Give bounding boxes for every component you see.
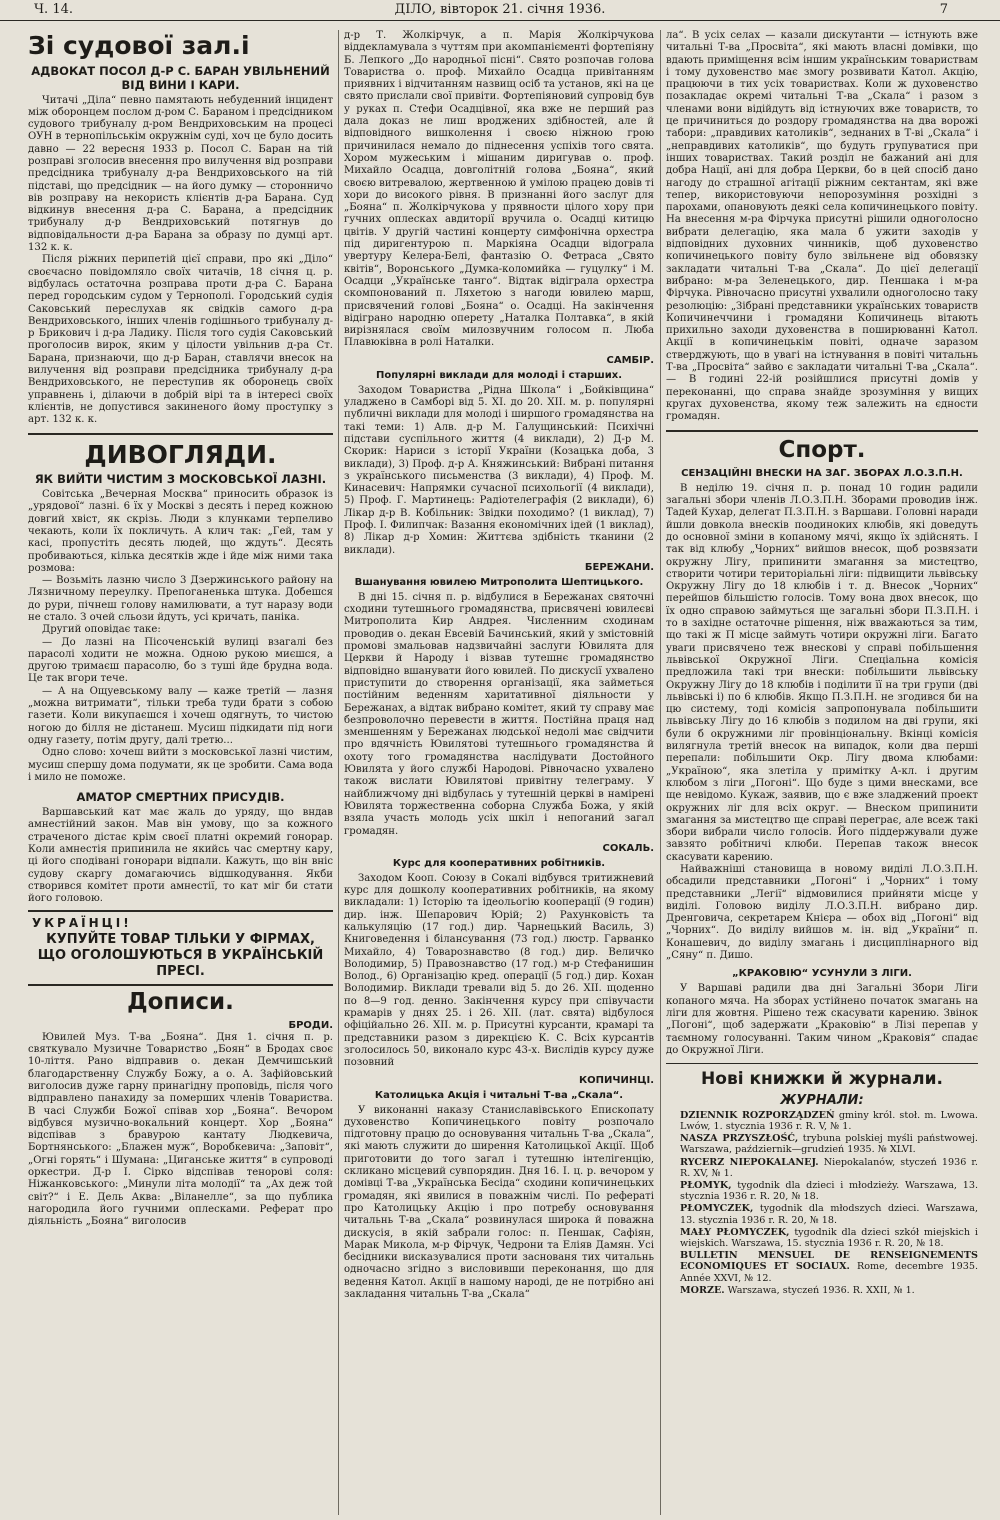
column-divider [660,30,661,1515]
report-place: БЕРЕЖАНИ. [584,561,654,573]
court-paragraph: Читачі „Діла“ певно памятають небуденний інцидент між оборонцем послом д-ром С. Бараном і предсідником судового трибуналу д-ром Вендриховським на процесі ОУН в тернопільськім окружнім суді, хоч це було досить давно — 22 вересня 1933 р. Посол С. Баран на тій розправі зголосив внесення про вилучення від розправи предсідника трибуналу д-ра Вендриховського на тій підставі, що предсідник — на його думку — сторонничо вів розправу на некористь клієнтів д-ра Барана. Суд відкинув внесення д-ра С. Барана, а предсідник трибуналу д-р Вендриховський потягнув до відповідальности д-ра Барана за образу по думці арт. 132 к. к. [28,94,333,254]
report-paragraph: ла“. В усіх селах — казали дискутанти — істнують вже читальні Т-ва „Просвіта“, які мають власні домівки, що вдають приміщення всім іншим українським товариствам і тому духовенство має змогу розвивати Катол. Акцію, працюючи в тих усіх товариствах. Коли ж духовенство позакладає окремі читальні Т-ва „Скала“ і разом з членами вони відійдуть від істнуючих вже товариств, то це причиниться до роздору громадянства на два ворожі табори: „правдивих католиків“, зеднаних в Т-ві „Скала“ і „неправдивих католиків“, що будуть групуватися при інших товариствах. Такий розділ не бажаний ані для добра Нації, ані для добра Церкви, бо в цей спосіб дано нагоду до страшної агітації ріжним сектантам, які вже тепер, використовуючи непорозуміння розхідні з парохами, опановують деякі села копичинецького повіту. На внесення м-ра Фірчука присутні рішили одноголосно вибрати делегацію, яка мала б ужити заходів у відповідних духовних чинників, щоб духовенство копичинецького повіту було звільнене від обовязку закладати читальні Т-ва „Скала“. До цієї делегації вибрано: м-ра Зеленецького, дир. Пеншака і м-ра Фірчука. Рівночасно присутні ухвалили одноголосно таку резолюцію: „Зібрані представники українських товариств Копичинеччини і громадяни Копичинець вітають прихильно заходи духовенства в поширюванні Катол. Акції в копичинецькім повіті, одначе заразом стверджують, що в увагі на істнування в повіті читальнь Т-ва „Просвіта“ зайво є закладати читальні Т-ва „Скала“. — В годині 22-ій розійшлися присутні домів у переконанні, що справа знайде зрозуміння у вищих кругах духовенства, якому теж залежить на єдности громадян. [666,30,978,423]
section-books-title: Нові книжки й журнали. [701,1069,943,1090]
journal-details: Rome, decembre 1935. Année XXVI, № 12. [680,1261,978,1284]
divider [666,430,978,432]
journal-entry [666,1285,978,1296]
oddities-paragraph: Варшавський кат має жаль до уряду, що вндав амнестійний закон. Мав він умову, що за кожного страченого дістає крім своєї платні окремий гонорар. Коли амнестія припинила не якийсь час смертну кару, ці його сподівані гонорари відпали. Кажуть, що він вніс судову скаргу домагаючись відшкодування. Якби створився комітет проти амнестії, то кат міг би стати його головою. [28,807,333,905]
journal-entry [666,1110,978,1132]
oddities-paragraph: — А на Ощуевському валу — каже третій — лазня „можна витримати“, тільки треба туди брати з собою газети. Коли викупаєшся і хочеш одягнуть, то чистою ногою до білля не дістанеш. Мусиш підкидати під ноги одну газету, потім другу, далі третю... [28,685,333,746]
sport-paragraph: В неділю 19. січня п. р. понад 10 годин радили загальні збори членів Л.О.З.П.Н. Зборами проводив інж. Тадей Кухар, делегат П.З.П.Н. з Варшави. Головні наради йшли довкола внесків поодиноких клюбів, які доведуть до основної зміни в копаному мячі, якщо їх здійснять. І так від клюбу „Чорних“ вийшов внесок, щоб розвязати окружну Лігу, припинити змагання за мистецтво, створити чотири територіальні ліги: підвищити львівську Окружну Лігу до 18 клюбів і т. д. Внесок „Чорних“ перейшов більшістю голосів. Тому вона двох внесок, що їх одно справою займуться ще загальні збори П.З.П.Н. і то в західне остаточне рішення, ніж вважаються за тим, що такі ж П місце займуть чотири окружні ліги. Багато уваги присвячено теж внескові у справі побільшення львівської Окружної Ліги. Спеціальна комісія предложила такі три внески: побільшити львівську Окружну Лігу до 18 клюбів і поділити її на три групи (дві львівські і) по 6 клюбів. Якщо П.З.П.Н. не згодився би на цю систему, тоді комісія запропонувала побільшити львівську Лігу до 16 клюбів з подилом на дві групи, які були б окружними ліг провінціональну. Вкінці комісія вилягнула третій внесок на випадок, коли два перші перепали: побільшити Окр. Лігу двома клюбами: „Україною“, яка злетіла у примітку А-кл. і другим клюбом з ліги „Погоні“. Що буде з цими внесками, все ще невідомо. Кукаж, заявив, що є вже зладжений проект окружних ліг для всіх округ. — Внеском припинити змагання за мистецтво ще справі переграє, але всеж такі збори вибрали число голосів. Його піддержували дуже завзято робітничі клюби. Перепав також внесок скасувати карению. [666,482,978,863]
journal-title: NASZA PRZYSZŁOŚĆ, [680,1133,799,1145]
ad-line-1: УКРАЇНЦІ! [32,915,132,930]
journal-title: BULLETIN MENSUEL DE RENSEIGNEMENTS ECONOMIQUES ET SOCIAUX. [680,1250,978,1273]
advertisement-box [28,910,333,986]
report-place: САМБІР. [606,354,654,366]
column-divider [338,30,339,1515]
oddities-paragraph: — Возьміть лазню число 3 Дзержинського району на Лязничному переулку. Препоганенька штука. Добешся до рури, пічнеш голову намилювати, а тут наразу води не стало. З очей сльози йдуть, усі кричать, паніка. [28,575,333,623]
newspaper-title: ДІЛО, вівторок 21. січня 1936. [394,2,606,17]
journal-title: DZIENNIK ROZPORZĄDZEŃ [680,1109,835,1121]
journal-entry [666,1203,978,1225]
journal-title: MAŁY PŁOMYCZEK, [680,1226,790,1238]
sport-paragraph: Найважніші становища в новому виділі Л.О.З.П.Н. обсадили представники „Погоні“ і „Чорних“ і тому представники „Легії“ відмовилися прийняти місце у виділі. Головою виділу Л.О.З.П.Н. вибрано дир. Дренговича, секретарем Кнієра — обох від „Погоні“ від „Чорних“. До виділу вийшов м. ін. від „України“ п. Конашевич, до виділу змагань і дисциплінарного від „Сяну“ п. Дишо. [666,864,978,962]
report-title: Курс для кооперативних робітників. [392,857,606,869]
journal-title: PŁOMYK, [680,1180,732,1192]
court-paragraph: Після ріжних перипетій цієї справи, про які „Діло“ своєчасно повідомляло своїх читачів, 18 січня ц. р. відбулась остаточна розправа проти д-ра С. Барана перед городським судом у Тернополі. Городський судія Саковський переслухав як свідків самого д-ра Вендриховського, інших членів годішнього трибуналу д-р Брикович і д-ра Ладику. Після того судія Саковський проголосив вирок, яким у цілости увільнив д-ра Ст. Барана, признаючи, що д-р Баран, ставлячи внесок на вилучення від розправи предсідника трибуналу д-ра Вендриховського, не переступив як оборонець своїх управнень і, ділаючи в добрій вірі та в інтересі своїх клієнтів, не допустився закиненого йому проступку з арт. 132 к. к. [28,254,333,426]
section-reports-title: Дописи. [127,988,234,1015]
report-paragraph: У виконанні наказу Станиславівського Епископату духовенство Копичинецького повіту розпочало підготовну працю до основування читальнь Т-ва „Скала“, які мають служити до ширення Католицької Акції. Щоб приготовити до того загал і тутешню інтелігенцію, скликано місцевий сувпорядин. Дня 16. І. ц. р. вечором у домівці Т-ва „Українська Бесіда“ сходини копичинецьких громадян, які явилися в поважнім числі. По рефераті про Католицьку Акцію і про потребу основування читальнь Т-ва „Скала“ розвинулася широка й поважна дискусія, в якій забрали голос: п. Пеншак, Сафіян, Марак Микола, м-р Фірчук, Чедрони та Еліяв Дамян. Усі бесідники висказувалися проти заснованя тих читальнь одночасно згідно з висловивши переконання, що для ведення Катол. Акції в нашому народі, де не потрібно ані закладання читальнь Т-ва „Скала“ [344,1104,654,1301]
court-headline: АДВОКАТ ПОСОЛ Д-Р С. БАРАН УВІЛЬНЕНИЙ ВІД ВИНИ І КАРИ. [31,63,330,92]
oddities-headline-2: АМАТОР СМЕРТНИХ ПРИСУДІВ. [76,790,285,805]
sport-headline-2: „КРАКОВІЮ“ УСУНУЛИ З ЛІГИ. [732,968,912,980]
report-place: КОПИЧИНЦІ. [578,1074,654,1086]
oddities-paragraph: — До лазні на Пісоченській вулиці взагалі без парасолі ходити не можна. Одною рукою миєшся, а другою тримаєш парасолю, бо з туші йде брудна вода. Це так вгори тече. [28,636,333,685]
section-sport-title: Спорт. [778,436,866,463]
journal-title: PŁOMYCZEK, [680,1203,754,1215]
journal-title: RYCERZ NIEPOKALANEJ. [680,1156,819,1168]
journal-details: tygodnik dla dzieci i młodzieży. Warszawa, 13. stycznia 1936 r. R. 20, № 18. [680,1180,978,1203]
report-place: БРОДИ. [288,1019,333,1031]
report-title: Вшанування ювилею Митрополита Шептицького. [354,576,644,588]
divider [28,433,333,435]
divider [666,1063,978,1064]
books-subheading: ЖУРНАЛИ: [780,1092,864,1108]
journals-list [666,1110,978,1296]
page-number: 7 [939,2,948,17]
report-title: Католицька Акція і читальні Т-ва „Скала“. [374,1089,624,1101]
journal-entry [666,1250,978,1284]
sport-paragraph: У Варшаві радили два дні Загальні Збори Ліги копаного мяча. На зборах устійнено початок змагань на ліги для жовтня. Рішено теж скасувати карению. Звінок „Погоні“, щоб задержати „Краковію“ в Лізі перепав у таємному голосуванні. Таким чином „Краковія“ спадає до Окружної Ліги. [666,983,978,1056]
column-3 [666,30,978,1515]
journal-details: tygodnik dla młodszych dzieci. Warszawa, 13. stycznia 1936 r. R. 20, № 18. [680,1203,978,1226]
journal-details: Warszawa, styczeń 1936. R. XXII, № 1. [727,1284,915,1296]
section-oddities-title: ДИВОГЛЯДИ. [84,439,277,469]
section-court-title: Зі судової зал.і [28,31,250,60]
oddities-paragraph: Другий оповідає таке: [42,624,161,636]
journal-details: trybuna polskiej myśli państwowej. Warszawa, październik—grudzień 1935. № XLVI. [680,1133,978,1156]
journal-details: Niepokalanów, styczeń 1936 r. R. XV, № 1. [680,1156,978,1179]
report-place: СОКАЛЬ. [602,842,654,854]
report-paragraph: Заходом Кооп. Союзу в Сокалі відбувся тритижневий курс для дошколу кооперативних робітників, на якому викладали: 1) Історію та ідеольогію кооперації (9 годин) дир. інж. Шепарович Юрій; 2) Рахунковість та калькуляцію (17 год.) дир. Чарнецький Василь, 3) Книговедення і білансування (73 год.) люстр. Гарванко Михайло, 4) Товарознавство (8 год.) дир. Величко Володимир, 5) Правознавство (17 год.) м-р Стефанишин Волод., 6) Організацію кред. операції (5 год.) дир. Кохан Володимир. Виклади тревали від 5. до 26. XII. щоденно по 8—9 год. денно. Закінчення курсу при співучасти крамарів у днях 25. і 26. XII. (лат. свята) відбулося офіційально 26. XII. м. р. Присутні курсанти, крамарі та представники разом з дирекцією К. С. Всіх курсантів зголосилось 50, виконало курс 43-х. Вислідів курсу дуже позовний [344,872,654,1069]
journal-details: tygodnik dla dzieci szkół miejskich i wiejskich. Warszawa, 15. stycznia 1936 r. R. 20, № 18. [680,1226,978,1250]
journal-entry [666,1180,978,1202]
journal-entry [666,1133,978,1155]
oddities-paragraph: Одно слово: хочеш вийти з московської лазні чистим, мусиш спершу дома подумати, як це зробити. Сама вода і мило не поможе. [28,747,333,783]
journal-title: MORZE. [680,1284,725,1296]
page-ref: Ч. 14. [34,2,73,17]
ad-line-2: КУПУЙТЕ ТОВАР ТІЛЬКИ У ФІРМАХ, ЩО ОГОЛОШУЮТЬСЯ В УКРАЇНСЬКІЙ ПРЕСІ. [37,931,324,979]
report-paragraph: В дні 15. січня п. р. відбулися в Бережанах святочні сходини тутешнього громадянства, присвячені ювилеєві Митрополита Кир Андрея. Численним сходинам проводив о. декан Евсевій Бачинський, який у змістовній промові змальовав надзвичайні заслуги Ювилята для Церкви й Народу і візвав тутешнє громадянство відповідно вшанувати його ювилей. По дискусії ухвалено приступити до створення організації, яка займеться постійним веденням харитативної діяльности у Бережанах, а відтак вибрано комітет, який ту справу має безпроволочно перевести в життя. Постійна праця над зменшенням у Бережанах людської недолі має свідчити про вдячність Ювилятові тутешнього громадянства й охоту того громадянства наслідувати Достойного Ювилята у його службі Народові. Рівночасно ухвалено також вислати Ювилятові привітну телеграму. У найближчому дні відбулась у тутешній церкві в намірені Ювилята торжественна соборна Служба Божа, у якій взяла участь молодь усіх шкіл і непоганий загал громадян. [344,591,654,837]
report-paragraph: Заходом Товариства „Рідна Школа“ і „Бойківщина“ уладжено в Самборі від 5. XI. до 20. XII. м. р. популярні публичні виклади для молоді і ширшого громадянства на такі теми: 1) Алв. д-р М. Галущинський: Психічні підстави суспільного життя (4 виклади), 2) Д-р М. Скорик: Нариси з історії України (Козацька доба, 3 виклади), 3) Проф. д-р А. Княжинський: Вибрані питання з українського письменства (3 виклади), 4) Проф. М. Кинасевич: Напрямки сучасної психольогії (4 виклади), 5) Проф. Г. Мартинець: Радіотелеграфія (2 виклади), 6) Лікар д-р В. Кобільник: Звідки походимо? (1 виклад), 7) Проф. І. Филипчак: Вазання економічних ідей (1 виклад), 8) Лікар д-р Хомин: Життєва здібність тканини (2 виклади). [344,384,654,556]
oddities-headline: ЯК ВИЙТИ ЧИСТИМ З МОСКОВСЬКОЇ ЛАЗНІ. [34,472,327,487]
masthead [0,0,1000,21]
report-title: Популярні виклади для молоді і старших. [375,369,623,381]
oddities-paragraph: Совітська „Вечерная Москва“ приносить образок із „урядової“ лазні. 6 їх у Москві з десять і перед кожною довгий хвіст, як скрізь. Люди з клунками терпеливо чекають, коли їх покличуть. А клич так: „Гей, там у касі, пропустіть десять людей, що ждуть“. Десять пробиваються, кілька десятків жде і йде між ними така розмова: [28,489,333,574]
sport-headline: СЕНЗАЦІЙНІ ВНЕСКИ НА ЗАГ. ЗБОРАХ Л.О.З.П.Н. [681,467,963,479]
journal-details: gminy król. stoł. m. Lwowa. Lwów, 1. stycznia 1936 r. R. V, № 1. [680,1109,978,1133]
journal-entry [666,1227,978,1249]
column-1 [28,30,333,1515]
report-paragraph: д-р Т. Жолкірчук, а п. Марія Жолкірчукова віддекламувала з чуттям при акомпанієменті фортепіяну Б. Лепкого „До народньої пісні“. Свято розпочав голова Товариства о. проф. Михайло Осадца привітанням приявних і відчитанням назвищ осіб та установ, які на це свято прислали свої привіти. Фортепіяновий супровід був у руках п. Стефи Осадцівної, яка вже не перший раз дала доказ не лиш вроджених здібностей, але й відповідного вишколення і своєю ніжною грою причинилася немало до піднесення успіхів того свята. Хором мужеським і мішаним диригував о. проф. Михайло Осадца, довголітній голова „Бояна“, який своєю витревалою, жертвенною й умілою працею довів ті хори до високого рівня. В признанні його заслуг для „Бояна“ п. Жолкірчукова у прявности цілого хору при гучних оплесках авдиторії вручила о. Осадці китицю цвітів. У другій частині концерту симфонічна орхестра під диригентурою п. Маркіяна Осадци відограла увертуру Келера-Белі, фантазію О. Фетраса „Свято квітів“, Воронського „Думка-коломийка — гуцулку“ і М. Осадци „Українське танго“. Відтак відіграла орхестра скомпонований п. Ляхетою з нагоди ювилею марш, присвячений голові „Бояна“ о. Осадці. На закінчення відіграно народню оперету „Наталка Полтавка“, в якій вирізнялася своїм милозвучним голосом п. Люба Плавюківна в ролі Наталки. [344,30,654,349]
column-2 [344,30,654,1515]
report-paragraph: Ювилей Муз. Т-ва „Бояна“. Дня 1. січня п. р. святкувало Музичне Товариство „Боян“ в Бродах своє 10-ліття. Рано відправив о. декан Демчишський благодарственну Службу Божу, а о. А. Зафійовський виголосив дуже гарну принагідну проповідь, після чого відправлено панахиду за померших членів Товариства. В часі Служби Божої співав хор „Бояна“. Вечором відбувся музично-вокальний концерт. Хор „Бояна“ відспівав з бравурою кантату Людкевича, Бортнянського: „Блажен муж“, Воробкевича: „Заповіт“, „Огні горять“ і Шумана: „Циганське життя“ в супроводі оркестри. Д-р І. Сірко відспівав тенорові соля: Ніжанковського: „Минули літа молодії“ та „Ах деж той світ?“ і Е. Дель Аква: „Віланелле“, за що публика нагородила його гучними оплесками. Реферат про діяльність „Бояна“ виголосив [28,1031,333,1228]
journal-entry [666,1157,978,1179]
